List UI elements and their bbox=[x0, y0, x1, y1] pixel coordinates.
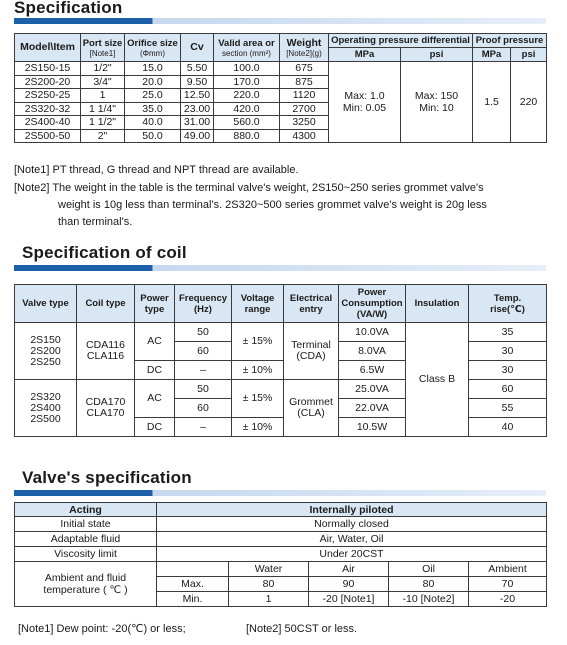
cell-orifice: 15.0 bbox=[125, 62, 181, 76]
valve-initial-label: Initial state bbox=[15, 517, 157, 532]
cell-valve-group1: 2S150 2S200 2S250 bbox=[15, 323, 77, 380]
cell-weight: 1120 bbox=[280, 89, 329, 103]
cell-area: 170.0 bbox=[214, 75, 280, 89]
cell-temp: 30 bbox=[469, 342, 547, 361]
valve-title-bar bbox=[14, 490, 546, 496]
header-valve-type: Valve type bbox=[15, 285, 77, 323]
valve-min-air: -20 [Note1] bbox=[309, 592, 389, 607]
cell-port: 1/2" bbox=[81, 62, 125, 76]
cell-insulation: Class B bbox=[406, 323, 469, 437]
cell-cv: 49.00 bbox=[181, 129, 214, 143]
valve-ambient-label: Ambient and fluid temperature ( ℃ ) bbox=[15, 562, 157, 607]
cell-valve-group2: 2S320 2S400 2S500 bbox=[15, 380, 77, 437]
cell-area: 560.0 bbox=[214, 116, 280, 130]
header-temp-rise: Temp. rise(℃) bbox=[469, 285, 547, 323]
valve-viscosity-value: Under 20CST bbox=[157, 547, 547, 562]
cell-op-mpa: Max: 1.0 Min: 0.05 bbox=[329, 62, 401, 143]
cell-weight: 675 bbox=[280, 62, 329, 76]
spec-note2-line3: than terminal's. bbox=[58, 216, 133, 228]
cell-dc: DC bbox=[135, 361, 175, 380]
spec-note2-line1: [Note2] The weight in the table is the terminal valve's weight, 2S150~250 series grommet valve's bbox=[14, 182, 484, 194]
coil-title-bar bbox=[14, 265, 546, 271]
cell-coil-group2: CDA170 CLA170 bbox=[77, 380, 135, 437]
valve-max-ambient: 70 bbox=[469, 577, 547, 592]
cell-volt-ac: ± 15% bbox=[232, 380, 284, 418]
valve-blank-cell bbox=[157, 562, 229, 577]
header-model: Model\Item bbox=[15, 34, 81, 62]
cell-grommet: Grommet (CLA) bbox=[284, 380, 339, 437]
valve-note1: [Note1] Dew point: -20(℃) or less; bbox=[18, 623, 186, 635]
cell-op-psi: Max: 150 Min: 10 bbox=[401, 62, 473, 143]
header-orifice: Orifice size (Φmm) bbox=[125, 34, 181, 62]
valve-col-air: Air bbox=[309, 562, 389, 577]
cell-orifice: 20.0 bbox=[125, 75, 181, 89]
header-frequency: Frequency (Hz) bbox=[175, 285, 232, 323]
valve-fluid-label: Adaptable fluid bbox=[15, 532, 157, 547]
cell-coil-group1: CDA116 CLA116 bbox=[77, 323, 135, 380]
valve-note2: [Note2] 50CST or less. bbox=[246, 623, 358, 635]
spec-table bbox=[14, 33, 547, 143]
valve-fluid-value: Air, Water, Oil bbox=[157, 532, 547, 547]
cell-ac: AC bbox=[135, 323, 175, 361]
valve-title: Valve's specification bbox=[22, 468, 192, 487]
cell-terminal: Terminal (CDA) bbox=[284, 323, 339, 380]
cell-temp: 55 bbox=[469, 399, 547, 418]
valve-min-water: 1 bbox=[229, 592, 309, 607]
valve-max-water: 80 bbox=[229, 577, 309, 592]
valve-viscosity-label: Viscosity limit bbox=[15, 547, 157, 562]
cell-power: 25.0VA bbox=[339, 380, 406, 399]
cell-cv: 31.00 bbox=[181, 116, 214, 130]
cell-orifice: 40.0 bbox=[125, 116, 181, 130]
valve-table bbox=[14, 502, 547, 607]
header-mpa: MPa bbox=[329, 48, 401, 62]
cell-area: 420.0 bbox=[214, 102, 280, 116]
spec-note2-line2: weight is 10g less than terminal's. 2S320~500 series grommet valve's weight is 20g less bbox=[58, 199, 487, 211]
cell-area: 220.0 bbox=[214, 89, 280, 103]
table-row bbox=[15, 532, 547, 547]
header-port-size: Port size [Note1] bbox=[81, 34, 125, 62]
header-proof-psi: psi bbox=[511, 48, 547, 62]
header-valid-area: Valid area or section (mm²) bbox=[214, 34, 280, 62]
cell-power: 10.0VA bbox=[339, 323, 406, 342]
cell-cv: 23.00 bbox=[181, 102, 214, 116]
cell-dc: DC bbox=[135, 418, 175, 437]
valve-max-oil: 80 bbox=[389, 577, 469, 592]
cell-temp: 40 bbox=[469, 418, 547, 437]
header-op-pressure: Operating pressure differential bbox=[329, 34, 473, 48]
valve-col-ambient: Ambient bbox=[469, 562, 547, 577]
cell-model: 2S400-40 bbox=[15, 116, 81, 130]
valve-col-oil: Oil bbox=[389, 562, 469, 577]
table-row bbox=[15, 547, 547, 562]
header-voltage: Voltage range bbox=[232, 285, 284, 323]
cell-freq: 60 bbox=[175, 342, 232, 361]
valve-min-ambient: -20 bbox=[469, 592, 547, 607]
cell-orifice: 50.0 bbox=[125, 129, 181, 143]
cell-proof-psi: 220 bbox=[511, 62, 547, 143]
header-psi: psi bbox=[401, 48, 473, 62]
coil-table bbox=[14, 284, 547, 437]
cell-orifice: 25.0 bbox=[125, 89, 181, 103]
spec-title-bar bbox=[14, 18, 546, 24]
cell-power: 10.5W bbox=[339, 418, 406, 437]
cell-weight: 2700 bbox=[280, 102, 329, 116]
cell-model: 2S320-32 bbox=[15, 102, 81, 116]
cell-volt-dc: ± 10% bbox=[232, 418, 284, 437]
spec-title: Specification bbox=[14, 0, 123, 17]
table-row bbox=[15, 562, 547, 577]
header-insulation: Insulation bbox=[406, 285, 469, 323]
table-row bbox=[15, 517, 547, 532]
cell-freq: 50 bbox=[175, 380, 232, 399]
cell-area: 100.0 bbox=[214, 62, 280, 76]
header-electrical: Electrical entry bbox=[284, 285, 339, 323]
cell-model: 2S500-50 bbox=[15, 129, 81, 143]
cell-volt-dc: ± 10% bbox=[232, 361, 284, 380]
header-cv: Cv bbox=[181, 34, 214, 62]
cell-cv: 5.50 bbox=[181, 62, 214, 76]
cell-freq: 50 bbox=[175, 323, 232, 342]
cell-weight: 875 bbox=[280, 75, 329, 89]
cell-power: 22.0VA bbox=[339, 399, 406, 418]
coil-title: Specification of coil bbox=[22, 243, 187, 262]
spec-note1: [Note1] PT thread, G thread and NPT thread are available. bbox=[14, 164, 299, 176]
cell-port: 1 1/4" bbox=[81, 102, 125, 116]
cell-proof-mpa: 1.5 bbox=[473, 62, 511, 143]
cell-weight: 3250 bbox=[280, 116, 329, 130]
header-proof-mpa: MPa bbox=[473, 48, 511, 62]
cell-area: 880.0 bbox=[214, 129, 280, 143]
cell-cv: 12.50 bbox=[181, 89, 214, 103]
cell-power: 8.0VA bbox=[339, 342, 406, 361]
valve-acting-label: Acting bbox=[15, 503, 157, 517]
cell-freq: – bbox=[175, 418, 232, 437]
cell-port: 1 bbox=[81, 89, 125, 103]
cell-freq: – bbox=[175, 361, 232, 380]
cell-port: 2" bbox=[81, 129, 125, 143]
header-proof-pressure: Proof pressure bbox=[473, 34, 547, 48]
cell-temp: 35 bbox=[469, 323, 547, 342]
cell-port: 1 1/2" bbox=[81, 116, 125, 130]
table-row bbox=[15, 62, 547, 76]
valve-min-label: Min. bbox=[157, 592, 229, 607]
header-power-consumption: Power Consumption (VA/W) bbox=[339, 285, 406, 323]
header-weight: Weight [Note2](g) bbox=[280, 34, 329, 62]
cell-temp: 30 bbox=[469, 361, 547, 380]
cell-ac: AC bbox=[135, 380, 175, 418]
valve-acting-value: Internally piloted bbox=[157, 503, 547, 517]
header-coil-type: Coil type bbox=[77, 285, 135, 323]
cell-cv: 9.50 bbox=[181, 75, 214, 89]
valve-col-water: Water bbox=[229, 562, 309, 577]
valve-max-label: Max. bbox=[157, 577, 229, 592]
cell-port: 3/4" bbox=[81, 75, 125, 89]
cell-power: 6.5W bbox=[339, 361, 406, 380]
cell-freq: 60 bbox=[175, 399, 232, 418]
cell-orifice: 35.0 bbox=[125, 102, 181, 116]
cell-model: 2S250-25 bbox=[15, 89, 81, 103]
cell-weight: 4300 bbox=[280, 129, 329, 143]
header-power-type: Power type bbox=[135, 285, 175, 323]
table-row bbox=[15, 323, 547, 342]
valve-min-oil: -10 [Note2] bbox=[389, 592, 469, 607]
valve-initial-value: Normally closed bbox=[157, 517, 547, 532]
cell-model: 2S200-20 bbox=[15, 75, 81, 89]
cell-volt-ac: ± 15% bbox=[232, 323, 284, 361]
cell-model: 2S150-15 bbox=[15, 62, 81, 76]
valve-max-air: 90 bbox=[309, 577, 389, 592]
cell-temp: 60 bbox=[469, 380, 547, 399]
